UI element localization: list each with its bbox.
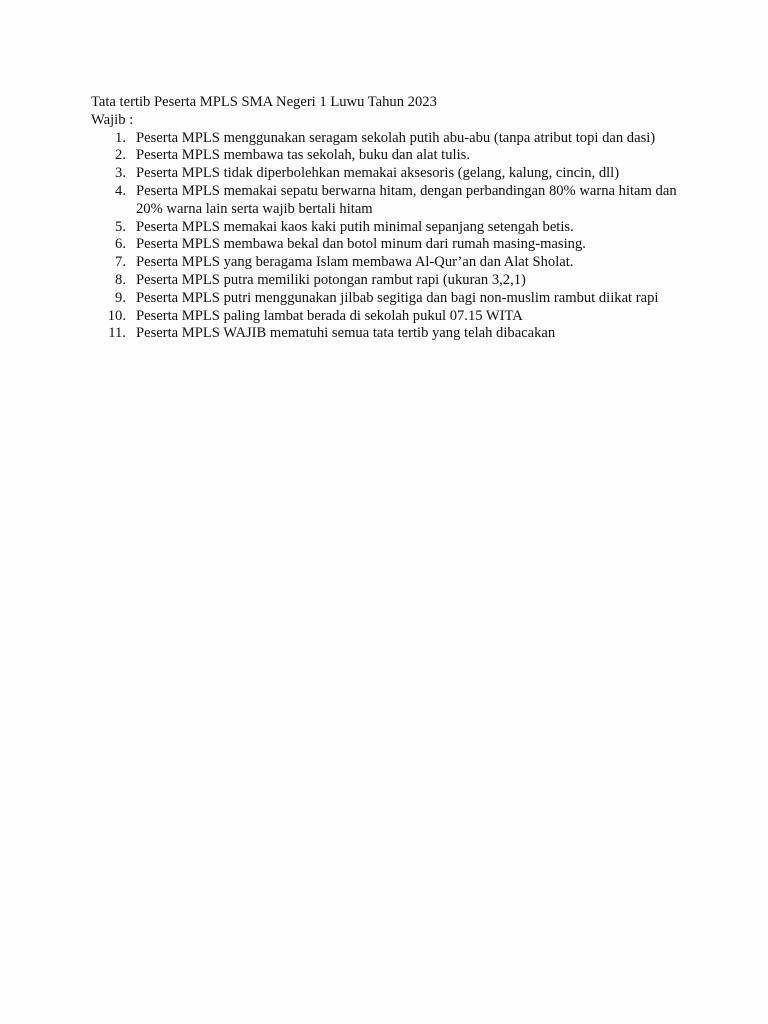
rules-list [91,130,691,344]
rule-number: 2. [115,147,126,164]
rule-number: 7. [115,254,126,271]
section-heading: Wajib : [91,111,134,128]
rule-item [91,272,691,290]
rule-item [91,254,691,272]
rule-text: Peserta MPLS putri menggunakan jilbab segitiga dan bagi non-muslim rambut diikat rapi [136,289,659,306]
rule-text: Peserta MPLS tidak diperbolehkan memakai aksesoris (gelang, kalung, cincin, dll) [136,165,620,182]
rule-number: 3. [115,165,126,182]
rule-item [91,147,691,165]
rule-item [91,325,691,343]
rule-item [91,236,691,254]
rule-number: 6. [115,236,126,253]
rule-text: Peserta MPLS WAJIB mematuhi semua tata tertib yang telah dibacakan [136,325,556,342]
rule-number: 9. [115,289,126,306]
document-title: Tata tertib Peserta MPLS SMA Negeri 1 Luwu Tahun 2023 [91,94,437,110]
rule-item [91,165,691,183]
rule-number: 11. [108,325,126,342]
rule-text: Peserta MPLS memakai sepatu berwarna hitam, dengan perbandingan 80% warna hitam dan 20% warna lain serta wajib bertali hitam [136,182,677,217]
rule-text: Peserta MPLS putra memiliki potongan rambut rapi (ukuran 3,2,1) [136,271,526,288]
rule-item [91,183,691,219]
rule-text: Peserta MPLS membawa bekal dan botol minum dari rumah masing-masing. [136,236,586,253]
rule-number: 4. [115,182,126,199]
rule-number: 5. [115,218,126,235]
rule-item [91,290,691,308]
rule-item [91,219,691,237]
rule-item [91,130,691,148]
rule-item [91,308,691,326]
rule-text: Peserta MPLS paling lambat berada di sekolah pukul 07.15 WITA [136,307,523,324]
rule-text: Peserta MPLS menggunakan seragam sekolah putih abu-abu (tanpa atribut topi dan dasi) [136,129,656,146]
rule-number: 8. [115,271,126,288]
rule-number: 1. [115,129,126,146]
rule-number: 10. [107,307,126,324]
rule-text: Peserta MPLS membawa tas sekolah, buku dan alat tulis. [136,147,470,164]
document-body [91,94,691,343]
rule-text: Peserta MPLS memakai kaos kaki putih minimal sepanjang setengah betis. [136,218,574,235]
rule-text: Peserta MPLS yang beragama Islam membawa Al-Qur’an dan Alat Sholat. [136,254,574,271]
